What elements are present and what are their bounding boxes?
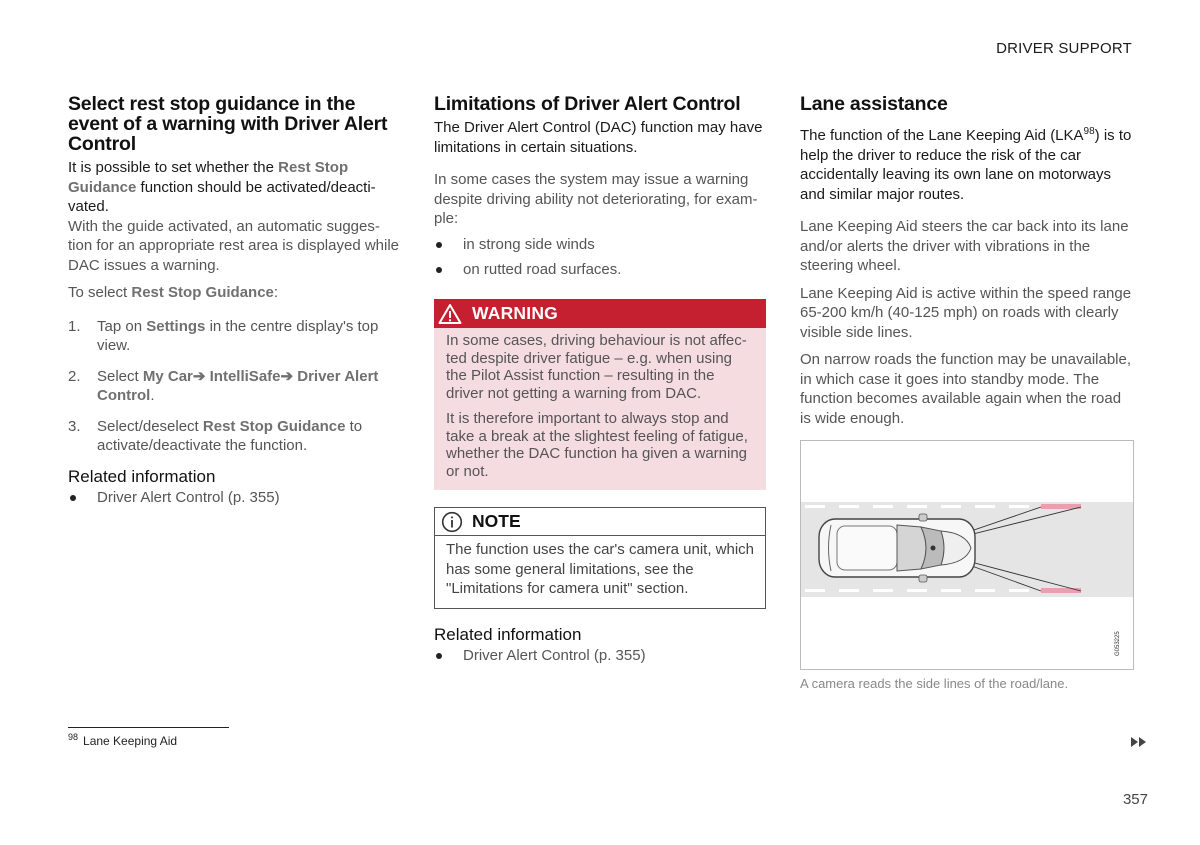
step-item: 3. Select/deselect Rest Stop Guidance to activate/deactivate the function. [68, 417, 363, 454]
related-information-heading: Related information [68, 466, 216, 486]
bullet-icon [70, 495, 76, 501]
note-paragraph: The function uses the car's camera unit, which has some general limitations, see the "Limitations for camera unit" section. [446, 541, 755, 597]
list-item: on rutted road surfaces. [434, 260, 766, 280]
step-item: 1. Tap on Settings in the centre display's top view. [68, 317, 379, 354]
link-rest-stop-guidance: Rest Stop Guidance [68, 159, 349, 196]
warning-title: WARNING [472, 303, 558, 323]
warning-box [434, 299, 766, 490]
bullet-icon [436, 267, 442, 273]
warning-body [434, 328, 766, 490]
footnote-divider [68, 727, 229, 728]
related-link[interactable]: Driver Alert Control (p. 355) [68, 488, 402, 508]
note-title: NOTE [472, 511, 521, 531]
figure-code: G053225 [1115, 631, 1121, 656]
paragraph-lka-narrow: On narrow roads the function may be unavailable, in which case it goes into standby mode. The function becomes available again when the road is wide enough. [800, 351, 1132, 427]
paragraph-lka-intro: The function of the Lane Keeping Aid (LKA$^{98}$) is to help the driver to reduce the risk of the car accidentally leaving its own lane on motorways and similar major routes. [800, 126, 1132, 203]
heading-lane-assistance: Lane assistance [800, 93, 948, 115]
paragraph-lka-steers: Lane Keeping Aid steers the car back into its lane and/or alerts the driver with vibrations in the steering wheel. [800, 218, 1129, 274]
footnote-ref: 98 [1083, 126, 1095, 137]
arrow-right-icon: ➔ [192, 367, 206, 385]
related-information-list [68, 488, 402, 508]
paragraph-intro: It is possible to set whether the Rest Stop Guidance function should be activated/deacti-vated. [68, 159, 376, 215]
warning-header [434, 299, 766, 328]
lane-camera-illustration [800, 440, 1134, 670]
note-box [434, 507, 766, 609]
page-number: 357 [1122, 791, 1148, 808]
info-circle-icon [441, 511, 463, 533]
warning-paragraph: It is therefore important to always stop and take a break at the slightest feeling of fatigue, whether the DAC function ha given a warning or not. [446, 410, 748, 480]
section-header: DRIVER SUPPORT [996, 40, 1132, 57]
note-body [435, 536, 765, 608]
figure-caption: A camera reads the side lines of the road/lane. [800, 676, 1069, 691]
column-lane-assistance [800, 94, 1132, 691]
related-information-heading: Related information [434, 624, 582, 644]
related-information-list [434, 646, 766, 666]
heading-dac-limitations: Limitations of Driver Alert Control [434, 93, 741, 115]
steps-list [68, 317, 402, 456]
paragraph-to-select: To select Rest Stop Guidance: [68, 284, 279, 301]
column-rest-stop-guidance [68, 94, 402, 513]
arrow-right-icon: ➔ [280, 367, 294, 385]
heading-rest-stop-guidance: Select rest stop guidance in the event of a warning with Driver Alert Control [68, 93, 388, 155]
warning-paragraph: In some cases, driving behaviour is not affec-ted despite driver fatigue – e.g. when using the Pilot Assist function – resulting in the driver not getting a warning from DAC. [446, 332, 747, 402]
bullet-icon [436, 242, 442, 248]
column-dac-limitations [434, 94, 766, 671]
bullet-icon [436, 653, 442, 659]
paragraph-lka-speed: Lane Keeping Aid is active within the speed range 65-200 km/h (40-125 mph) on roads with clearly visible side lines. [800, 284, 1132, 341]
double-chevron-right-icon[interactable] [1130, 736, 1148, 748]
paragraph-limitations: The Driver Alert Control (DAC) function may have limitations in certain situations. [434, 119, 763, 156]
paragraph-warning-cases: In some cases the system may issue a warning despite driving ability not deteriorating, for exam-ple: [434, 171, 758, 227]
car-icon [819, 514, 975, 582]
note-header [435, 508, 765, 536]
warning-triangle-icon [438, 303, 462, 325]
list-item: in strong side winds [434, 235, 766, 255]
road-diagram [801, 441, 1133, 669]
paragraph-guide-activated: With the guide activated, an automatic sugges-tion for an appropriate rest area is displayed while DAC issues a warning. [68, 217, 400, 274]
cases-list [434, 235, 766, 280]
step-item: 2. Select My Car➔ IntelliSafe➔ Driver Alert Control. [68, 367, 379, 404]
related-link[interactable]: Driver Alert Control (p. 355) [434, 646, 766, 666]
footnote: $^{98}$ Lane Keeping Aid [68, 732, 178, 748]
